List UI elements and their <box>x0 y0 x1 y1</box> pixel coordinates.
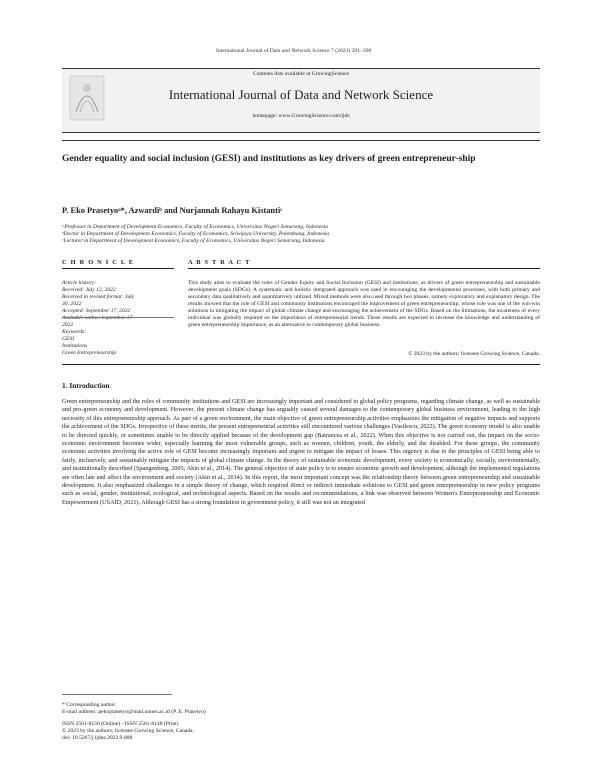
issn: ISSN 2561-8156 (Online) - ISSN 2561-8148 (Print) <box>62 721 179 727</box>
keywords-rule <box>62 317 174 318</box>
paper-title: Gender equality and social inclusion (GESI) and institutions as key drivers of green entrepreneur-ship <box>62 154 476 164</box>
affiliation-c: ᶜLecturer in Department of Development Economics, Faculty of Economics, Universitas Negeri Semarang, Indonesia <box>62 238 325 244</box>
online-date: Available online: September 17 <box>62 315 133 321</box>
article-history <box>62 280 174 357</box>
chronicle-rule <box>62 268 174 269</box>
revised-date-cont: 30, 2022 <box>62 301 82 307</box>
journal-banner <box>62 68 540 133</box>
corresponding-author: * Corresponding author. <box>62 702 117 708</box>
affiliation-a: ᵃProfessor in Department of Development Economics, Faculty of Economics, Universitas Negeri Semarang, Indonesia <box>62 224 328 230</box>
contents-line: Contents lists available at GrowingScience <box>252 71 349 77</box>
introduction-text: Green entrepreneurship and the roles of community institutions and GESI are increasingly important and considered in global policy programs, regarding climate change, as well as sustainable and pro-green economy and development. However, the present climate change has arguably caused several damages to the contemporary global business environment, leading to the high necessity of this entrepreneurship approach. As part of a green environment, the main objective of green entrepreneurship activities emphasizes the mitigation of negative impacts and supports the achievement of the SDGs. Irrespective of these merits, the present entrepreneurial activities still encountered various challenges (Vasilescu, 2022). The green economy model is also unable to be directed quickly, or sometimes unable to be directly applied because of the development gap (Batrancea et al., 2022). When this objective is not carried out, the impact on the socio-economic environment becomes wider, especially harming the most vulnerable groups, such as women, children, youth, the elderly, and the disabled. For these groups, the community economic activities involving the active role of GESI become increasingly important and urgent to mitigate the impact of losses. This urgency is due to the principles of GESI being able to fairly, inclusively, and sustainably mitigate the impacts of global climate change. In the theory of sustainable economic development, every society is economically, socially, environmentally, and institutionally described (Spangenberg, 2005; Akin et al., 2014). The general objective of state policy is to ensure economic growth and development, although the implemented regulations are often late and affect the environment and society (Akin et al., 2014). In this report, the most important concept was the relationship theory between green entrepreneurship and sustainable development. It also emphasized challenges in a simple theory of change, which required direct or indirect immediate solutions to GESI and green entrepreneurship in new policy programs such as social, gender, institutional, ecological, and technological aspects. Based on the results and recommendations, a link was observed between Women's Entrepreneurship and Economic Empowerment (USAID, 2021). Although GESI has a strong foundation in government policy, it still was not an integrated <box>62 398 540 506</box>
chronicle-header: C H R O N I C L E <box>62 259 135 266</box>
keyword: GESI <box>62 336 75 342</box>
online-date-cont: 2022 <box>62 322 74 328</box>
affiliations <box>62 224 540 245</box>
email-address[interactable]: E-mail address: pekoprasetyo@mail.unnes.ac.id (P. E. Prasetyo) <box>62 709 206 715</box>
abstract-copyright: © 2023 by the authors; licensee Growing Science, Canada. <box>408 351 540 357</box>
affiliation-b: ᵇDoctor in Department of Development Economics, Faculty of Economics, Sriwijaya University, Palembang, Indonesia <box>62 231 330 237</box>
footnotes <box>62 702 262 742</box>
footnote-rule <box>62 694 172 695</box>
keyword: Green Entrepreneurship <box>62 350 117 356</box>
accepted-date: Accepted: September 17, 2022 <box>62 308 131 314</box>
section-heading: 1. Introduction <box>62 381 110 390</box>
title-rule <box>62 140 540 141</box>
homepage-link[interactable]: homepage: www.GrowingScience.com/ijds <box>252 113 350 119</box>
keyword: Institutions <box>62 343 88 349</box>
footer-copyright: © 2023 by the authors; licensee Growing Science, Canada. <box>62 728 194 734</box>
abstract-text: This study aims to evaluate the roles of Gender Equity and Social Inclusion (GESI) and institutions, as drivers of green entrepreneurship and sustainable development goals (SDGs). A systematic and holistic integrated approach was used in encouraging the developmental processes, with both primary and secondary data qualitatively and quantitatively utilized. Mixed methods were also used through two phases, namely exploratory and explanatory design. The results showed that the role of GESI and community institutions encouraged the improvement of green entrepreneurship, whose role was one of the win-win solutions in mitigating the impact of global climate change and encouraging the achievement of the SDGs. Based on the limitations, the awareness of every individual was globally required on the importance of entrepreneurial trends. These results are expected to increase the knowledge and understanding of green entrepreneurship importance, as an alternative to contemporary global business. <box>188 280 540 328</box>
running-header: International Journal of Data and Network Science 7 (2023) 391–398 <box>216 48 372 54</box>
revised-date: Received in revised format: July <box>62 294 135 300</box>
abstract-header: A B S T R A C T <box>188 259 251 266</box>
author-list: P. Eko Prasetyoᵃ*, Azwardiᵇ and Nurjannah Rahayu Kistantiᶜ <box>62 206 283 215</box>
doi[interactable]: doi: 10.5267/j.ijdns.2022.9.008 <box>62 735 133 741</box>
keywords-label: Keywords: <box>62 329 87 335</box>
publisher-logo-icon <box>64 72 110 128</box>
history-label: Article history: <box>62 280 97 286</box>
journal-title: International Journal of Data and Network Science <box>168 87 434 102</box>
received-date: Received: July 12, 2022 <box>62 287 116 293</box>
abstract-rule <box>188 268 540 269</box>
abstract-end-rule <box>62 364 540 365</box>
